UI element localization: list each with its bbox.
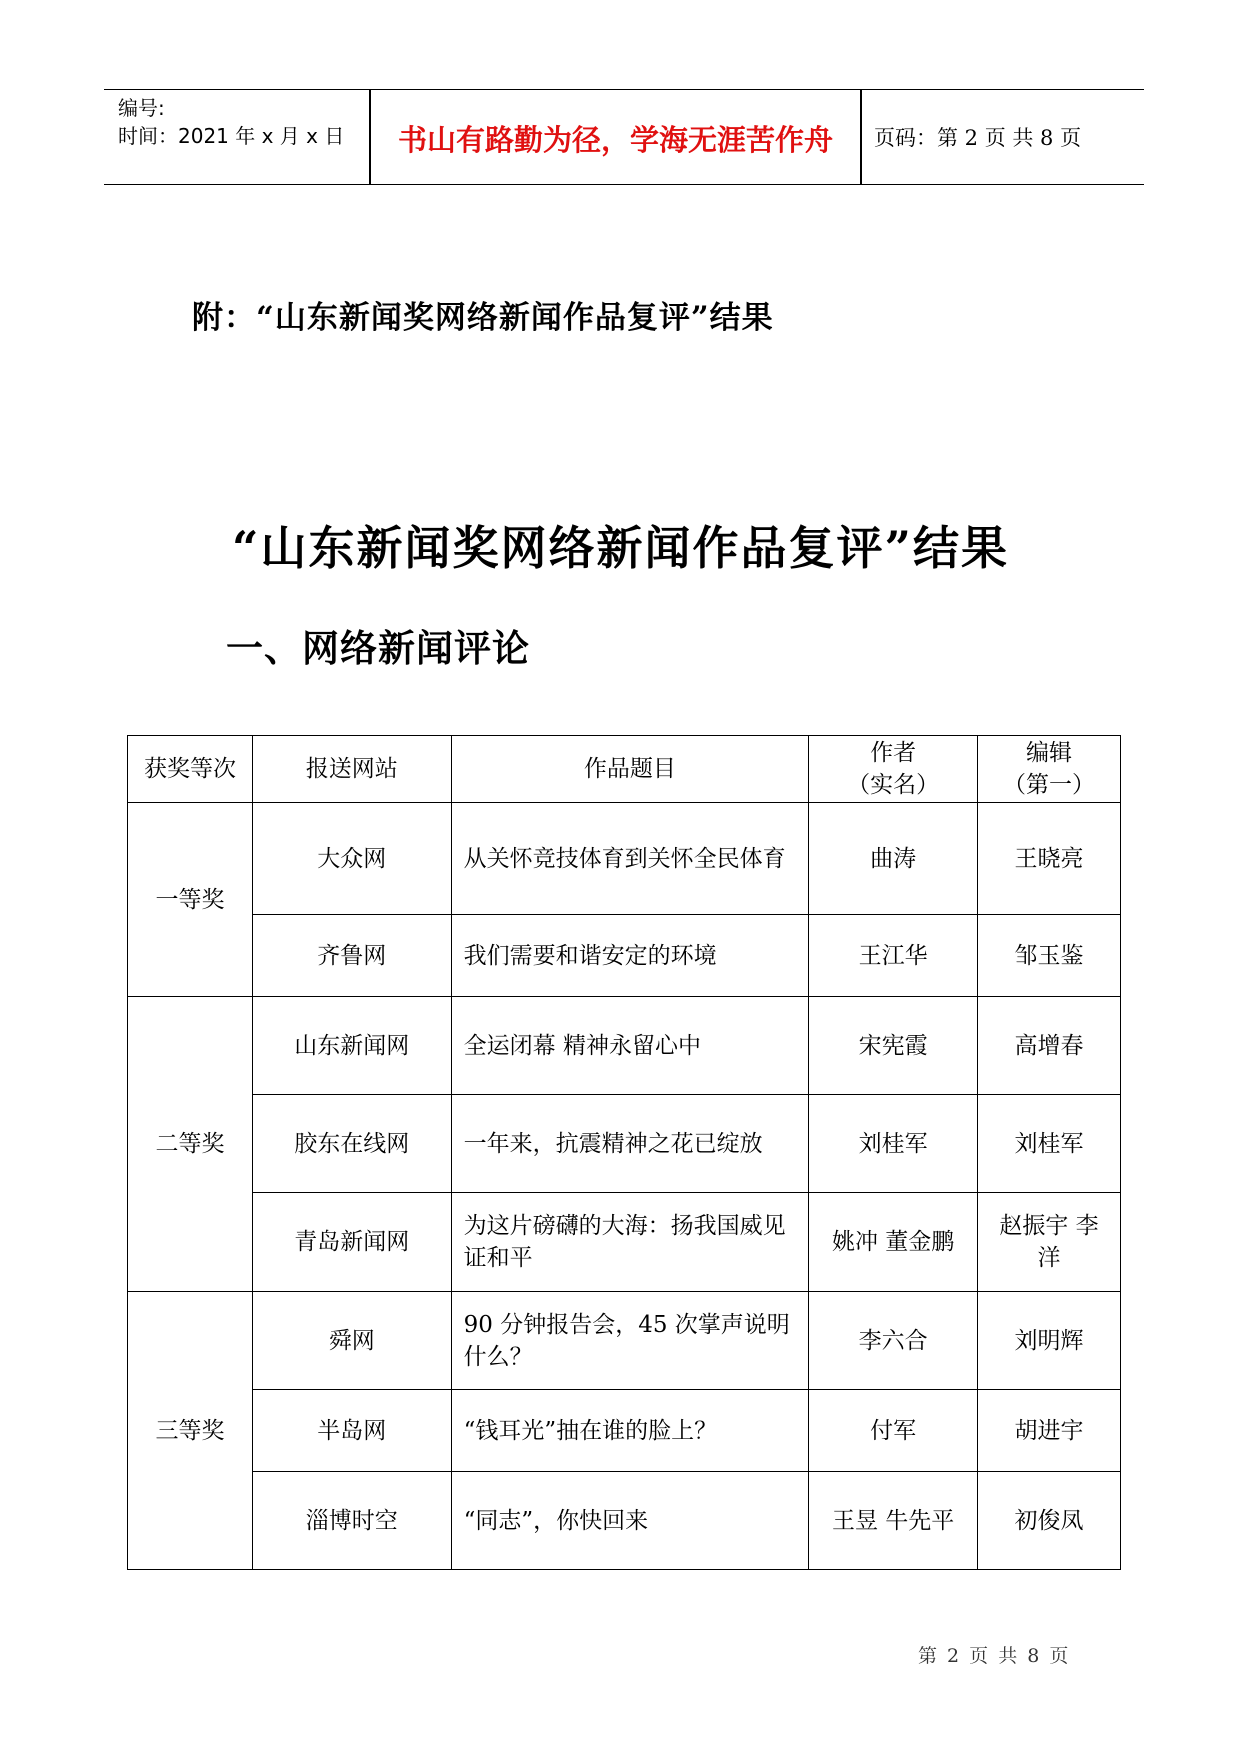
awards-table [127, 735, 1121, 1570]
editor-cell: 王晓亮 [978, 803, 1121, 915]
author-cell: 曲涛 [809, 803, 978, 915]
site-cell: 舜网 [252, 1292, 451, 1390]
table-row [128, 1292, 1121, 1390]
site-cell: 半岛网 [252, 1390, 451, 1472]
header-site: 报送网站 [252, 736, 451, 803]
site-cell: 山东新闻网 [252, 997, 451, 1095]
award-level: 一等奖 [128, 803, 253, 997]
title-cell: 90 分钟报告会，45 次掌声说明什么？ [451, 1292, 809, 1390]
header-divider [860, 90, 862, 184]
author-cell: 王昱 牛先平 [809, 1472, 978, 1570]
header-editor-line1: 编辑 [1026, 740, 1073, 766]
editor-cell: 刘桂军 [978, 1095, 1121, 1193]
site-cell: 青岛新闻网 [252, 1193, 451, 1292]
author-cell: 宋宪霞 [809, 997, 978, 1095]
site-cell: 淄博时空 [252, 1472, 451, 1570]
table-row [128, 1193, 1121, 1292]
title-cell: “钱耳光”抽在谁的脸上？ [451, 1390, 809, 1472]
header-level: 获奖等次 [128, 736, 253, 803]
editor-cell: 初俊凤 [978, 1472, 1121, 1570]
site-cell: 胶东在线网 [252, 1095, 451, 1193]
table-row [128, 1472, 1121, 1570]
editor-cell: 胡进宇 [978, 1390, 1121, 1472]
page-title: “山东新闻奖网络新闻作品复评”结果 [232, 521, 1009, 575]
header-editor [978, 736, 1121, 803]
author-cell: 付军 [809, 1390, 978, 1472]
header-author-line1: 作者 [870, 740, 917, 766]
table-row [128, 997, 1121, 1095]
site-cell: 大众网 [252, 803, 451, 915]
table-row [128, 803, 1121, 915]
table-row [128, 1390, 1121, 1472]
header-meta [118, 94, 344, 150]
header-page-info: 页码：第 2 页 共 8 页 [874, 126, 1082, 150]
title-cell: 全运闭幕 精神永留心中 [451, 997, 809, 1095]
table-header-row [128, 736, 1121, 803]
page-header [104, 89, 1144, 185]
header-motto: 书山有路勤为径，学海无涯苦作舟 [397, 123, 833, 157]
header-work: 作品题目 [451, 736, 809, 803]
serial-label: 编号: [118, 96, 165, 120]
author-cell: 姚冲 董金鹏 [809, 1193, 978, 1292]
title-cell: 为这片磅礴的大海：扬我国威见证和平 [451, 1193, 809, 1292]
title-cell: 从关怀竞技体育到关怀全民体育 [451, 803, 809, 915]
section-heading: 一、网络新闻评论 [226, 626, 530, 670]
header-author [809, 736, 978, 803]
attachment-title: 附：“山东新闻奖网络新闻作品复评”结果 [192, 300, 774, 336]
title-cell: 一年来，抗震精神之花已绽放 [451, 1095, 809, 1193]
award-level: 三等奖 [128, 1292, 253, 1570]
time-label: 时间：2021 年 x 月 x 日 [118, 124, 345, 148]
author-cell: 王江华 [809, 915, 978, 997]
editor-cell: 赵振宇 李洋 [978, 1193, 1121, 1292]
title-cell: 我们需要和谐安定的环境 [451, 915, 809, 997]
table-row [128, 1095, 1121, 1193]
table-row [128, 915, 1121, 997]
header-editor-line2: （第一） [1003, 772, 1096, 798]
site-cell: 齐鲁网 [252, 915, 451, 997]
author-cell: 刘桂军 [809, 1095, 978, 1193]
header-author-line2: （实名） [847, 772, 940, 798]
editor-cell: 高增春 [978, 997, 1121, 1095]
editor-cell: 刘明辉 [978, 1292, 1121, 1390]
title-cell: “同志”，你快回来 [451, 1472, 809, 1570]
award-level: 二等奖 [128, 997, 253, 1292]
page-footer: 第 2 页 共 8 页 [918, 1645, 1071, 1667]
editor-cell: 邹玉鉴 [978, 915, 1121, 997]
author-cell: 李六合 [809, 1292, 978, 1390]
